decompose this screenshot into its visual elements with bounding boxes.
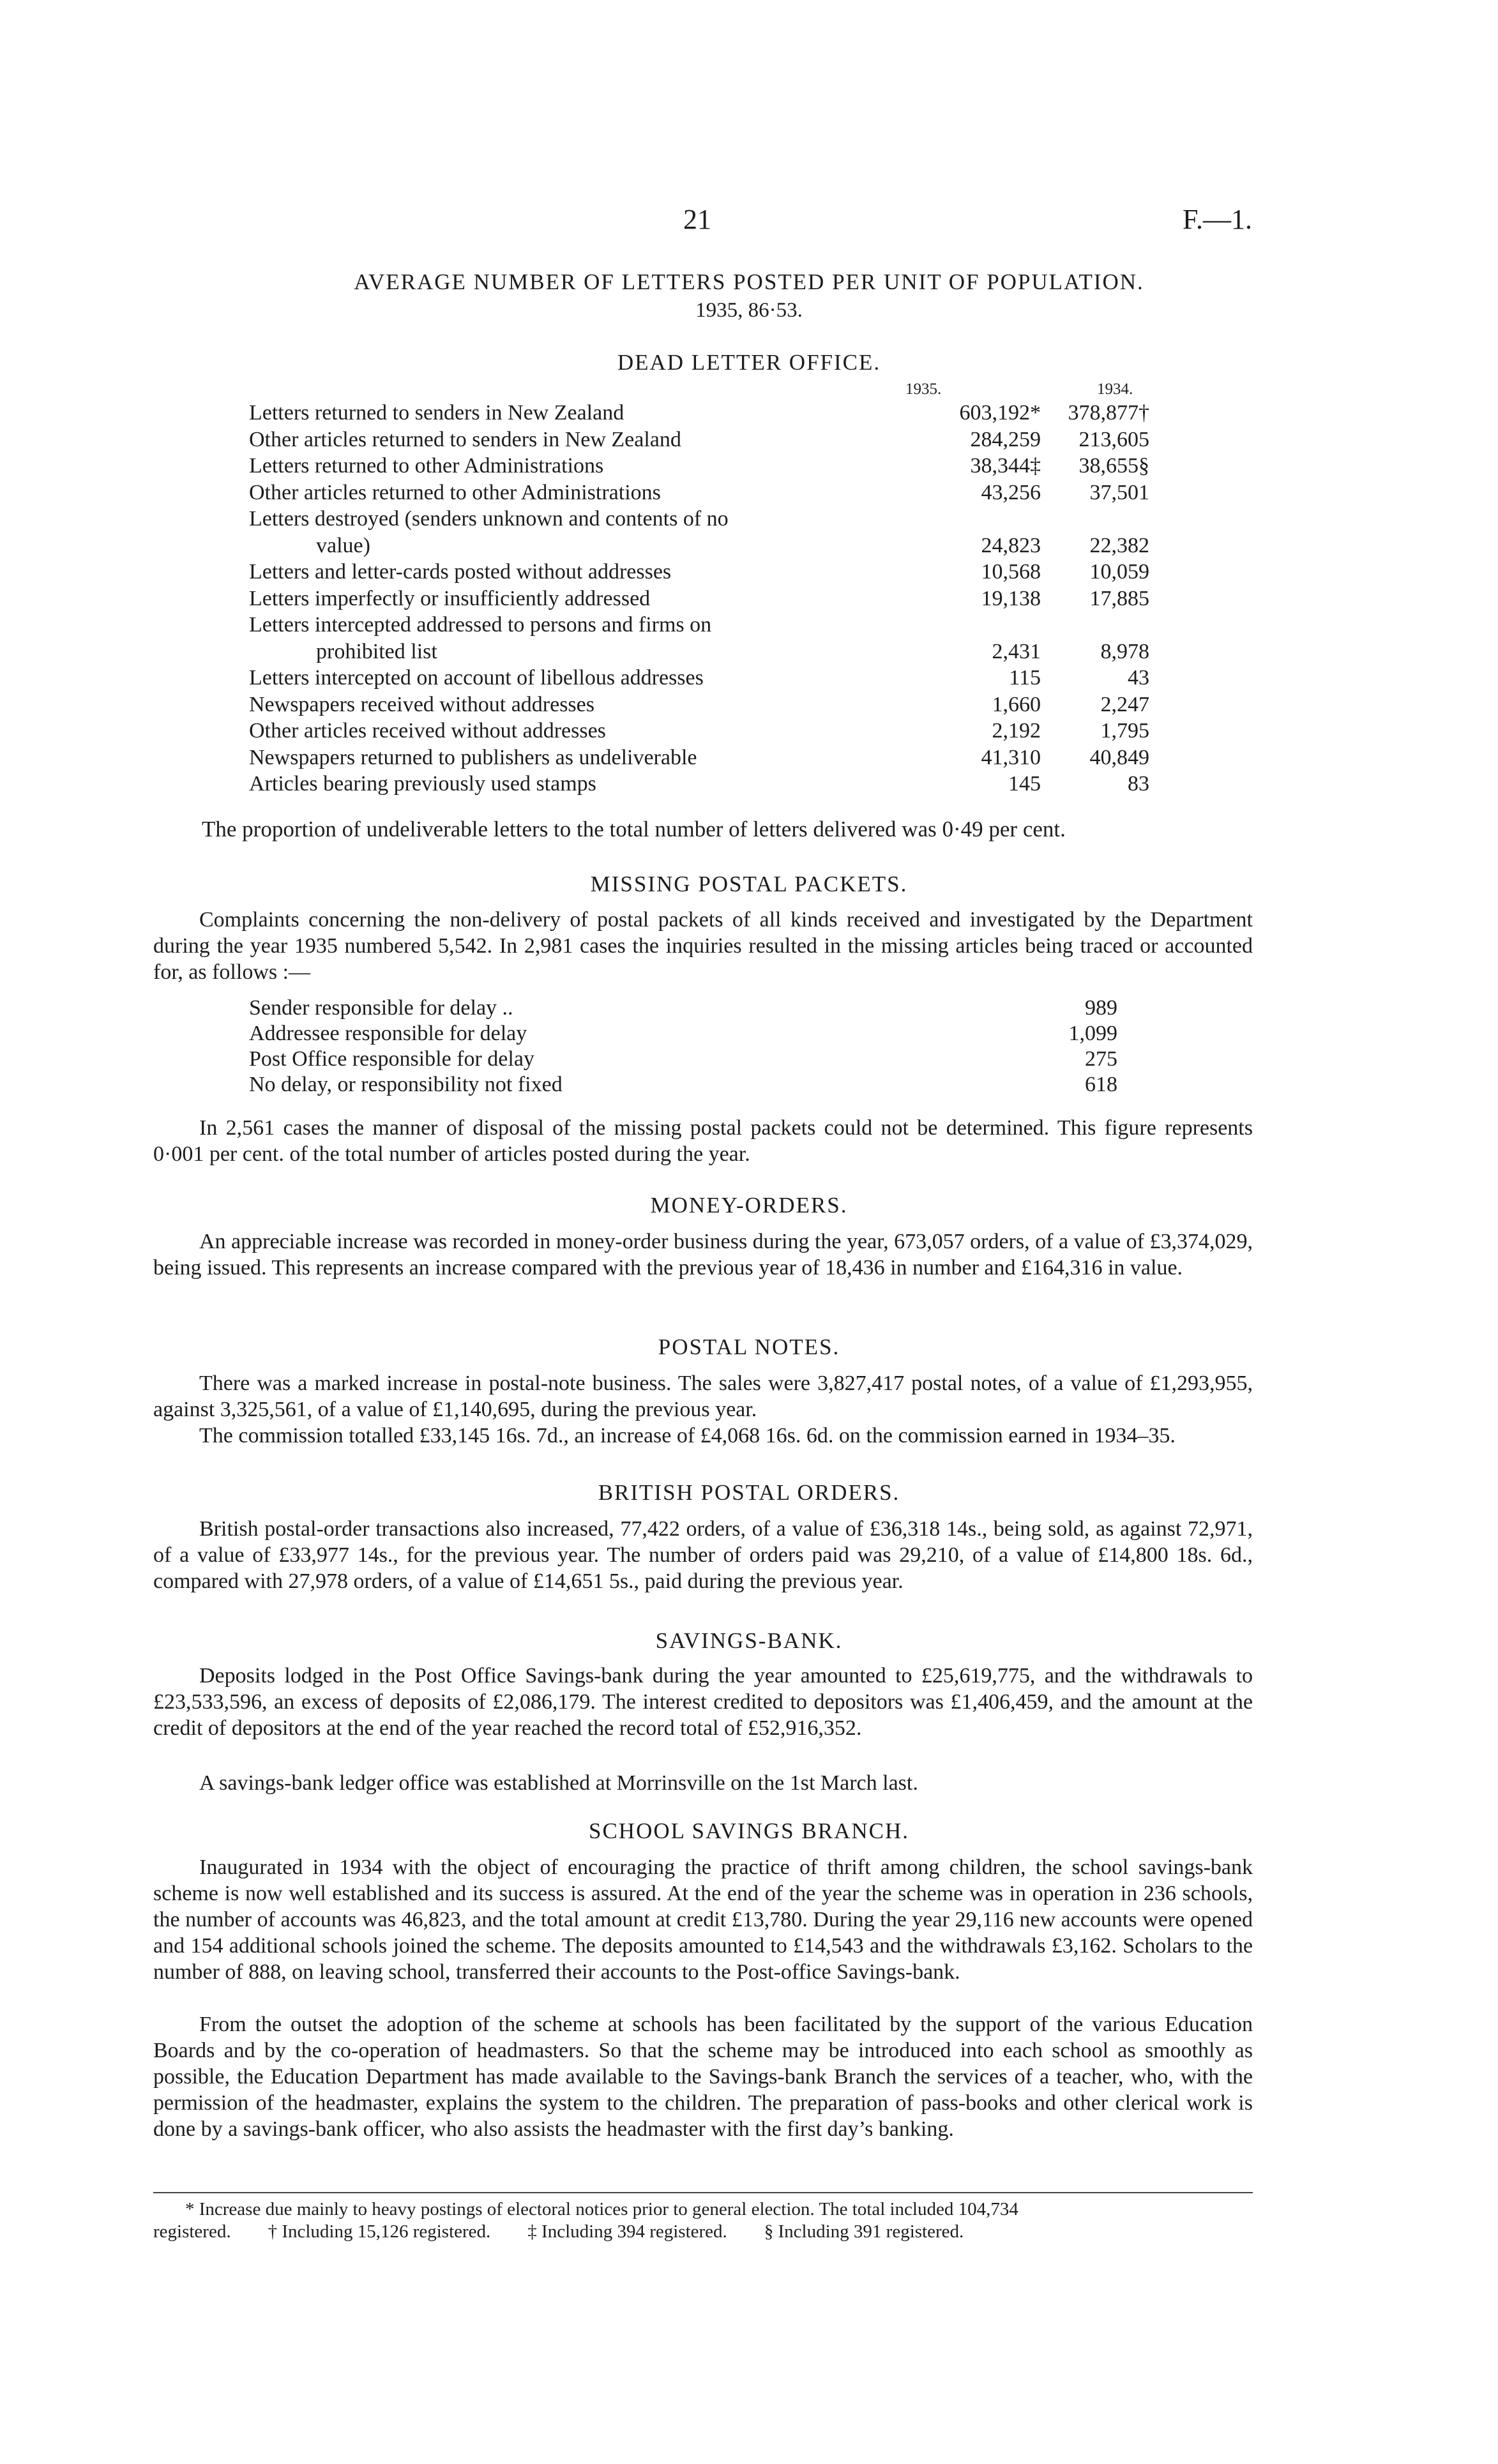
value-1934: 38,655§ <box>1078 454 1149 478</box>
dead-letter-row <box>249 454 1151 480</box>
value-1935: 24,823 <box>981 534 1041 557</box>
dead-letter-row <box>249 481 1151 506</box>
value-1935: 41,310 <box>981 746 1041 769</box>
dead-letter-row <box>249 560 1151 586</box>
dead-letter-row <box>249 693 1151 718</box>
row-label: Post Office responsible for delay <box>249 1047 534 1071</box>
school-savings-heading: SCHOOL SAVINGS BRANCH. <box>588 1818 909 1843</box>
dead-letter-row <box>249 640 1151 665</box>
row-label: Letters intercepted addressed to persons and firms on <box>249 613 712 637</box>
dead-letter-heading: DEAD LETTER OFFICE. <box>617 350 881 375</box>
british-postal-orders-text: British postal-order transactions also increased, 77,422 orders, of a value of £36,318 14s., being sold, as against 72,971, of a value of £33,977 14s., for the previous year. The number of orders paid was 29,210, of a value of £14,800 18s. 6d., compared with 27,978 orders, of a value of £14,651 5s., paid during the previous year. <box>153 1517 1253 1593</box>
value-1935: 1,660 <box>992 693 1041 716</box>
row-label: Addressee responsible for delay <box>249 1022 527 1045</box>
savings-bank-p2: A savings-bank ledger office was established at Morrinsville on the 1st March last. <box>199 1771 918 1795</box>
row-label: prohibited list <box>316 640 437 663</box>
value-1934: 37,501 <box>1089 481 1149 504</box>
missing-packets-row <box>249 1022 1156 1047</box>
letters-heading: AVERAGE NUMBER OF LETTERS POSTED PER UNIT OF POPULATION. <box>354 269 1144 294</box>
row-label: Sender responsible for delay .. <box>249 996 513 1020</box>
row-label: Other articles returned to other Administrations <box>249 481 661 504</box>
missing-packets-row <box>249 1073 1156 1098</box>
value-1934: 2,247 <box>1100 693 1149 716</box>
row-label: Letters destroyed (senders unknown and contents of no <box>249 507 729 531</box>
postal-notes-p2: The commission totalled £33,145 16s. 7d., an increase of £4,068 16s. 6d. on the commission earned in 1934–35. <box>199 1424 1176 1447</box>
dead-letter-row <box>249 587 1151 612</box>
value-1935: 43,256 <box>981 481 1041 504</box>
value-1934: 378,877† <box>1068 401 1149 425</box>
row-label: Letters imperfectly or insufficiently addressed <box>249 587 651 610</box>
value-1935: 115 <box>1009 666 1041 690</box>
page-number: 21 <box>683 204 711 235</box>
row-label: Letters intercepted on account of libellous addresses <box>249 666 704 690</box>
value-1934: 213,605 <box>1078 428 1149 451</box>
row-label: Newspapers returned to publishers as undeliverable <box>249 746 697 769</box>
value-1934: 22,382 <box>1089 534 1149 557</box>
dead-letter-row <box>249 428 1151 453</box>
column-header-1934: 1934. <box>1097 381 1133 398</box>
value-1935: 10,568 <box>981 560 1041 584</box>
row-label: Other articles received without addresses <box>249 719 606 743</box>
row-label: Other articles returned to senders in New Zealand <box>249 428 681 451</box>
missing-packets-row <box>249 996 1156 1022</box>
value-1934: 10,059 <box>1089 560 1149 584</box>
dead-letter-row <box>249 534 1151 559</box>
postal-notes-heading: POSTAL NOTES. <box>658 1334 840 1359</box>
missing-packets-intro: Complaints concerning the non-delivery of postal packets of all kinds received and investigated by the Department during the year 1935 numbered 5,542. In 2,981 cases the inquiries resulted in the missing articles being traced or accounted for, as follows :— <box>153 908 1253 984</box>
letters-value: 1935, 86·53. <box>695 299 803 322</box>
dead-letter-row <box>249 746 1151 771</box>
postal-notes-p1: There was a marked increase in postal-note business. The sales were 3,827,417 postal notes, of a value of £1,293,955, against 3,325,561, of a value of £1,140,695, during the previous year. <box>153 1372 1253 1421</box>
row-label: value) <box>316 534 370 557</box>
savings-bank-p1: Deposits lodged in the Post Office Savings-bank during the year amounted to £25,619,775, and the withdrawals to £23,533,596, an excess of deposits of £2,086,179. The interest credited to depositors was £1,406,459, and the amount at the credit of depositors at the end of the year reached the record total of £52,916,352. <box>153 1664 1253 1740</box>
row-value: 618 <box>1085 1073 1117 1096</box>
value-1935: 38,344‡ <box>970 454 1041 478</box>
dead-letter-row <box>249 507 1151 533</box>
school-savings-p1: Inaugurated in 1934 with the object of encouraging the practice of thrift among children, the school savings-bank scheme is now well established and its success is assured. At the end of the year the scheme was in operation in 236 schools, the number of accounts was 46,823, and the total amount at credit £13,780. During the year 29,116 new accounts were opened and 154 additional schools joined the scheme. The deposits amounted to £14,543 and the withdrawals £3,162. Scholars to the number of 888, on leaving school, transferred their accounts to the Post-office Savings-bank. <box>153 1856 1253 1984</box>
value-1935: 2,431 <box>992 640 1041 663</box>
value-1934: 8,978 <box>1100 640 1149 663</box>
row-label: No delay, or responsibility not fixed <box>249 1073 563 1096</box>
dead-letter-row <box>249 613 1151 639</box>
value-1935: 2,192 <box>992 719 1041 743</box>
footnote-line-1: * Increase due mainly to heavy postings of electoral notices prior to general election. The total included 104,734 <box>185 2199 1018 2219</box>
value-1934: 43 <box>1128 666 1149 690</box>
row-label: Letters returned to other Administrations <box>249 454 604 478</box>
money-orders-heading: MONEY-ORDERS. <box>650 1193 848 1218</box>
column-header-1935: 1935. <box>905 381 942 398</box>
british-postal-orders-heading: BRITISH POSTAL ORDERS. <box>598 1480 900 1505</box>
value-1934: 1,795 <box>1100 719 1149 743</box>
row-label: Newspapers received without addresses <box>249 693 594 716</box>
row-label: Letters and letter-cards posted without addresses <box>249 560 672 584</box>
row-label: Articles bearing previously used stamps <box>249 772 596 796</box>
dead-letter-row <box>249 772 1151 797</box>
row-value: 1,099 <box>1068 1022 1117 1045</box>
money-orders-text: An appreciable increase was recorded in money-order business during the year, 673,057 orders, of a value of £3,374,029, being issued. This represents an increase compared with the previous year of 18,436 in number and £164,316 in value. <box>153 1230 1253 1280</box>
row-value: 989 <box>1085 996 1117 1020</box>
footnote-line-2: registered. † Including 15,126 registered. ‡ Including 394 registered. § Including 391 registered. <box>153 2221 964 2242</box>
school-savings-p2: From the outset the adoption of the scheme at schools has been facilitated by the support of the various Education Boards and by the co-operation of headmasters. So that the scheme may be introduced into each school as smoothly as possible, the Education Department has made available to the Savings-bank Branch the services of a teacher, who, with the permission of the headmaster, explains the system to the children. The preparation of pass-books and other clerical work is done by a savings-bank officer, who also assists the headmaster with the first day’s banking. <box>153 2013 1253 2141</box>
value-1935: 145 <box>1008 772 1041 796</box>
dead-letter-row <box>249 401 1151 427</box>
savings-bank-heading: SAVINGS-BANK. <box>655 1628 843 1653</box>
document-series: F.—1. <box>1183 204 1252 235</box>
dead-letter-row <box>249 666 1151 692</box>
value-1935: 284,259 <box>970 428 1041 451</box>
value-1935: 19,138 <box>981 587 1041 610</box>
dead-letter-row <box>249 719 1151 744</box>
value-1935: 603,192* <box>959 401 1041 425</box>
missing-packets-row <box>249 1047 1156 1073</box>
footnote-divider <box>153 2192 1253 2193</box>
value-1934: 83 <box>1128 772 1149 796</box>
undeliverable-note: The proportion of undeliverable letters to the total number of letters delivered was 0·49 per cent. <box>202 817 1066 842</box>
value-1934: 40,849 <box>1089 746 1149 769</box>
row-label: Letters returned to senders in New Zealand <box>249 401 624 425</box>
row-value: 275 <box>1085 1047 1117 1071</box>
value-1934: 17,885 <box>1089 587 1149 610</box>
missing-packets-outro: In 2,561 cases the manner of disposal of the missing postal packets could not be determined. This figure represents 0·001 per cent. of the total number of articles posted during the year. <box>153 1116 1253 1166</box>
missing-packets-heading: MISSING POSTAL PACKETS. <box>590 872 908 896</box>
